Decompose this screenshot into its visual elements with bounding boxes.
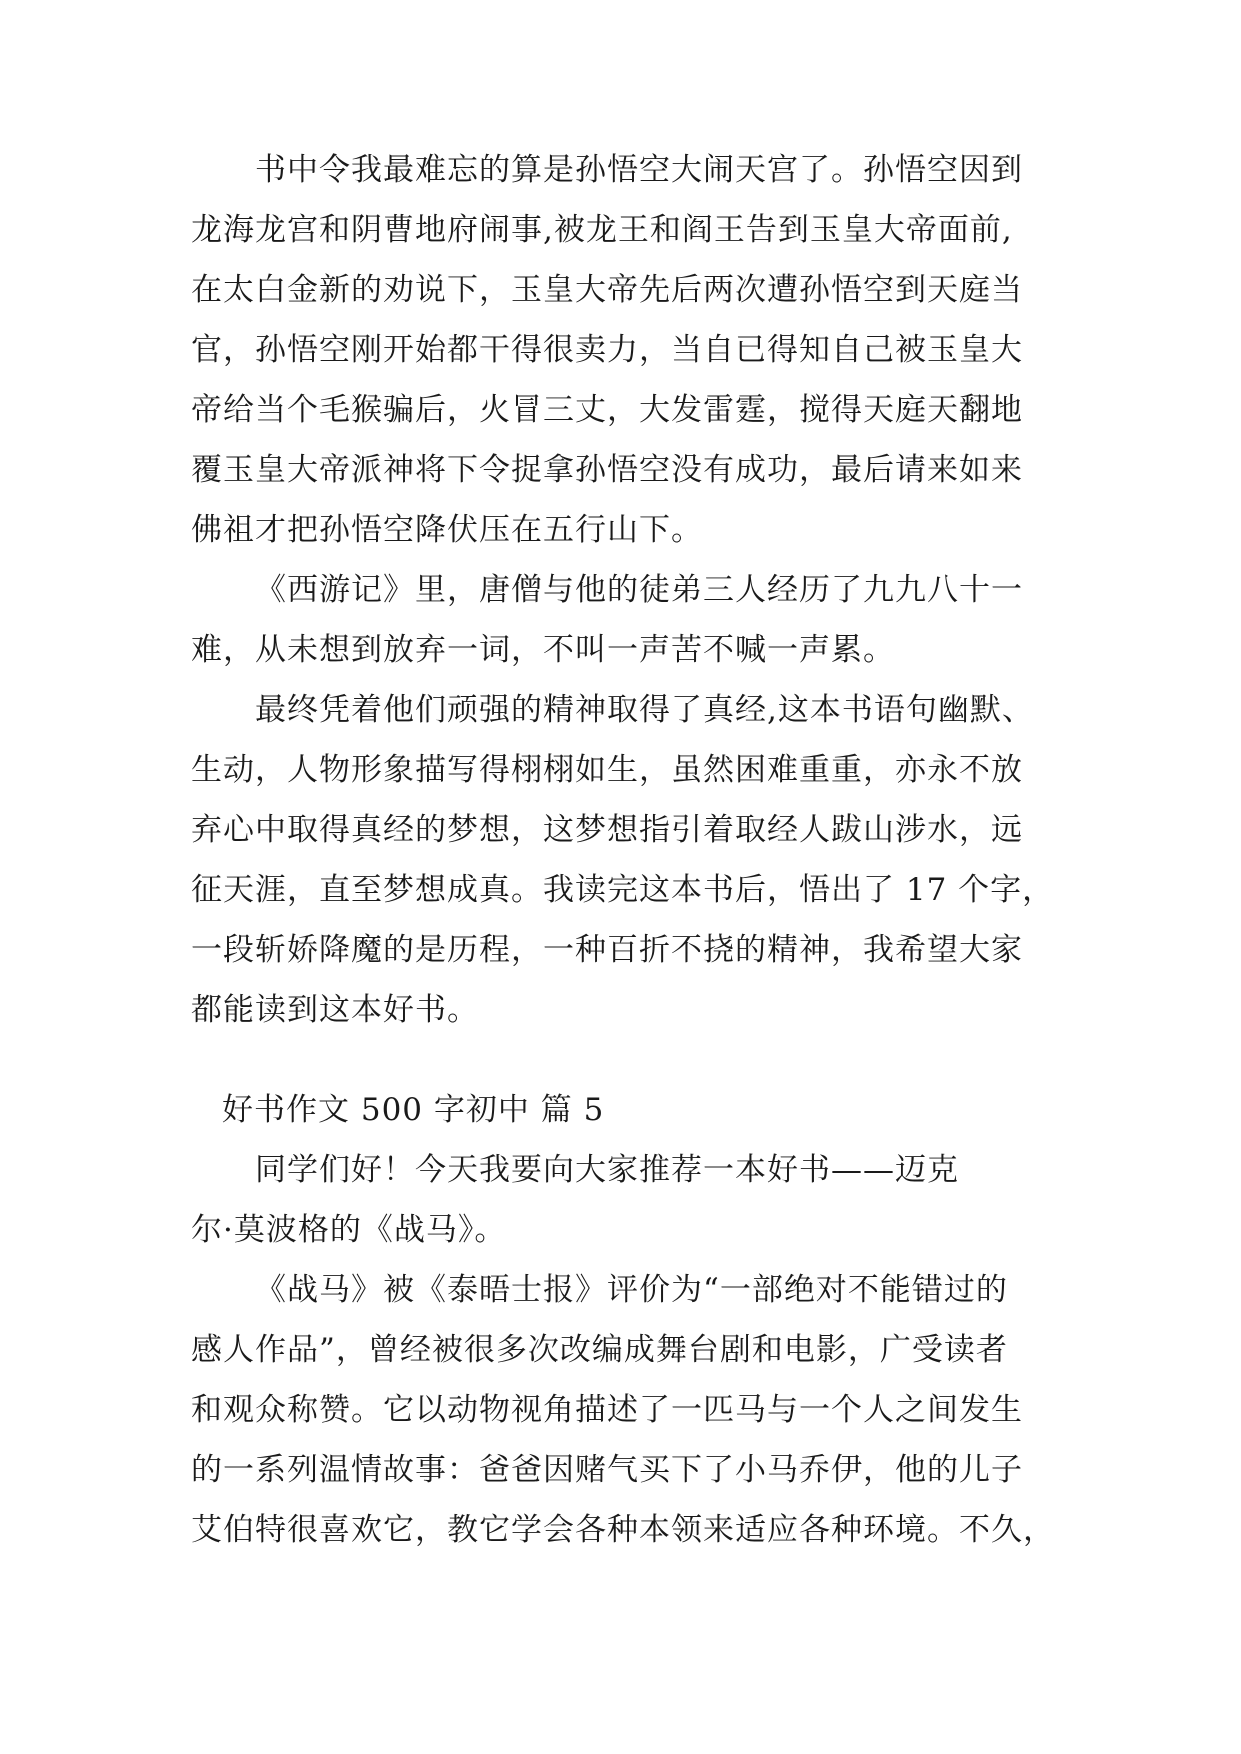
paragraph-line: 书中令我最难忘的算是孙悟空大闹天宫了。孙悟空因到: [255, 152, 1023, 188]
paragraph-line: 官，孙悟空刚开始都干得很卖力，当自已得知自己被玉皇大: [191, 332, 1023, 368]
paragraph-line: 一段斩娇降魔的是历程，一种百折不挠的精神，我希望大家: [191, 932, 1023, 968]
paragraph-line: 佛祖才把孙悟空降伏压在五行山下。: [191, 512, 703, 548]
paragraph-line: 感人作品”，曾经被很多次改编成舞台剧和电影，广受读者: [191, 1332, 1008, 1368]
paragraph-line: 尔·莫波格的《战马》。: [191, 1212, 507, 1248]
paragraph-line: 龙海龙宫和阴曹地府闹事,被龙王和阎王告到玉皇大帝面前,: [191, 212, 1013, 248]
paragraph-line: 最终凭着他们顽强的精神取得了真经,这本书语句幽默、: [255, 692, 1034, 728]
paragraph-line: 和观众称赞。它以动物视角描述了一匹马与一个人之间发生: [191, 1392, 1023, 1428]
paragraph-line: 帝给当个毛猴骗后，火冒三丈，大发雷霆，搅得天庭天翻地: [191, 392, 1023, 428]
paragraph-line: 都能读到这本好书。: [191, 992, 479, 1028]
paragraph-line: 生动，人物形象描写得栩栩如生，虽然困难重重，亦永不放: [191, 752, 1023, 788]
paragraph-line: 的一系列温情故事：爸爸因赌气买下了小马乔伊，他的儿子: [191, 1452, 1023, 1488]
paragraph-line: 艾伯特很喜欢它，教它学会各种本领来适应各种环境。不久，: [191, 1512, 1055, 1548]
paragraph-line: 在太白金新的劝说下，玉皇大帝先后两次遭孙悟空到天庭当: [191, 272, 1023, 308]
paragraph-line: 弃心中取得真经的梦想，这梦想指引着取经人跋山涉水，远: [191, 812, 1023, 848]
paragraph-line: 征天涯，直至梦想成真。我读完这本书后，悟出了 17 个字，: [191, 872, 1055, 908]
paragraph-line: 同学们好！今天我要向大家推荐一本好书——迈克: [255, 1152, 959, 1188]
paragraph-line: 《西游记》里，唐僧与他的徒弟三人经历了九九八十一: [255, 572, 1023, 608]
section-heading: 好书作文 500 字初中 篇 5: [222, 1092, 605, 1128]
paragraph-line: 覆玉皇大帝派神将下令捉拿孙悟空没有成功，最后请来如来: [191, 452, 1023, 488]
paragraph-line: 难，从未想到放弃一词，不叫一声苦不喊一声累。: [191, 632, 895, 668]
paragraph-line: 《战马》被《泰晤士报》评价为“一部绝对不能错过的: [255, 1272, 1008, 1308]
